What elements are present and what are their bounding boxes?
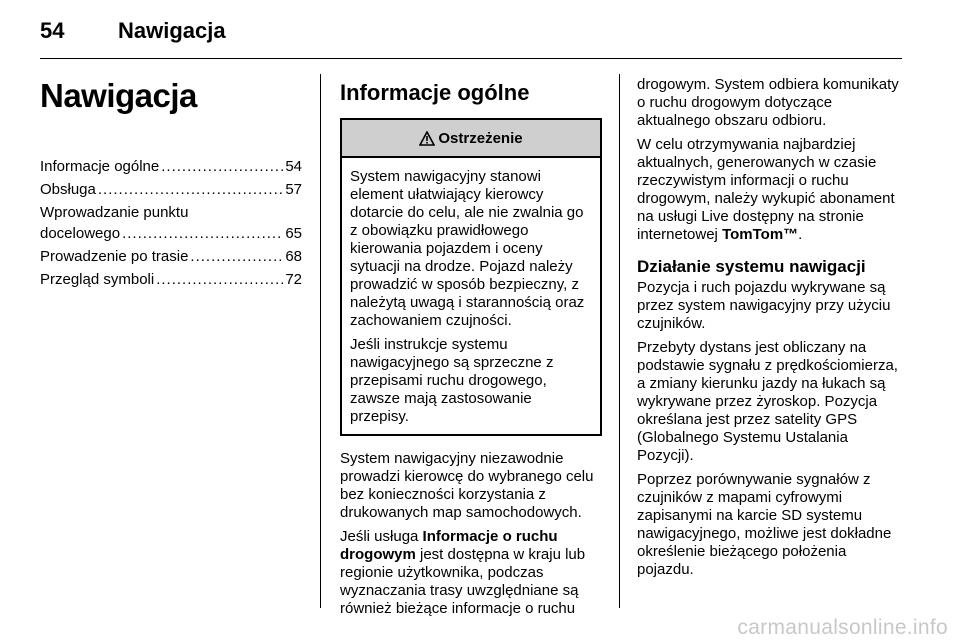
warning-paragraph: Jeśli instrukcje systemu nawigacyjnego są sprzeczne z przepisami ruchu drogowego, zawsze mają zastosowanie przepisy. [350,336,554,425]
toc-entry-page: 72 [285,271,302,288]
page-header [0,0,960,60]
column-divider-2 [619,74,620,608]
chapter-title: Nawigacja [40,77,197,114]
warning-header [342,120,600,158]
bold-term: Informacje o ruchu drogowym [340,528,558,563]
body-paragraph [340,528,602,618]
warning-triangle-icon [419,131,435,146]
toc-entry-page: 57 [285,181,302,198]
body-paragraph: Przebyty dystans jest obliczany na podstawie sygnału z prędkościomierza, a zmiany kierunku jazdy na łukach są wykrywane przez żyroskop. Pozycja określana jest przez satelity GPS (Globalnego Systemu Ustalania Pozycji). [637,339,898,464]
column-general-info [340,72,602,624]
warning-title: Ostrzeżenie [438,129,523,147]
column-divider-1 [320,74,321,608]
page-number: 54 [40,18,65,43]
toc-entry-page: 68 [285,248,302,265]
body-paragraph: System nawigacyjny niezawodnie prowadzi kierowcę do wybranego celu bez konieczności korzystania z drukowanych map samochodowych. [340,450,594,521]
subsection-heading-function: Działanie systemu nawigacji [637,257,866,276]
warning-box [340,118,602,436]
body-paragraph: drogowym. System odbiera komunikaty o ruchu drogowym dotyczące aktualnego obszaru odbioru. [637,76,899,129]
toc-entry-operation[interactable] [40,179,302,200]
table-of-contents [40,156,302,290]
toc-entry-symbols[interactable] [40,269,302,290]
section-heading-general: Informacje ogólne [340,80,530,105]
text-run: . [798,226,803,243]
toc-entry-label: Prowadzenie po trasie [40,248,189,265]
text-run: W celu otrzymywania najbardziej aktualnych, generowanych w czasie rzeczywistym informacji o ruchu drogowym, należy wykupić abonament na usługi Live dostępny na stronie internetowej [637,136,895,243]
running-section-title: Nawigacja [118,18,226,43]
text-run: jest dostępna w kraju lub regionie użytkownika, podczas wyznaczania trasy uwzględniane są również bieżące informacje o ruchu [340,546,586,617]
column-toc [40,72,302,292]
toc-entry-destination[interactable] [40,202,302,244]
toc-entry-label: Obsługa [40,181,96,198]
toc-entry-label: Przegląd symboli [40,271,155,288]
text-run: Jeśli usługa [340,528,423,545]
body-paragraph [637,136,907,244]
toc-entry-label-line2: docelowego [40,225,121,242]
toc-leader-dots [122,223,283,244]
toc-leader-dots [190,246,283,267]
body-paragraph: Pozycja i ruch pojazdu wykrywane są przez system nawigacyjny przy użyciu czujników. [637,279,891,332]
toc-leader-dots [98,179,283,200]
toc-entry-page: 54 [285,158,302,175]
toc-entry-general[interactable] [40,156,302,177]
warning-body [342,158,600,434]
toc-entry-page: 65 [285,225,302,242]
column-system-function [637,76,907,585]
toc-leader-dots [156,269,283,290]
toc-entry-guidance[interactable] [40,246,302,267]
body-paragraph: Poprzez porównywanie sygnałów z czujników z mapami cyfrowymi zapisanymi na karcie SD systemu nawigacyjnego, możliwe jest dokładne określenie bieżącego położenia pojazdu. [637,471,892,578]
header-divider [40,58,902,59]
toc-entry-label-line1: Wprowadzanie punktu [40,204,189,221]
toc-leader-dots [161,156,283,177]
toc-entry-label: Informacje ogólne [40,158,160,175]
warning-paragraph: System nawigacyjny stanowi element ułatwiający kierowcy dotarcie do celu, ale nie zwalnia go z obowiązku prawidłowego kierowania pojazdem i oceny sytuacji na drodze. Pojazd należy prowadzić w sposób bezpieczny, z należytą uwagą i starannością oraz zachowaniem czujności. [350,168,585,329]
watermark: carmanualsonline.info [737,616,948,639]
bold-term: TomTom™ [722,226,799,243]
